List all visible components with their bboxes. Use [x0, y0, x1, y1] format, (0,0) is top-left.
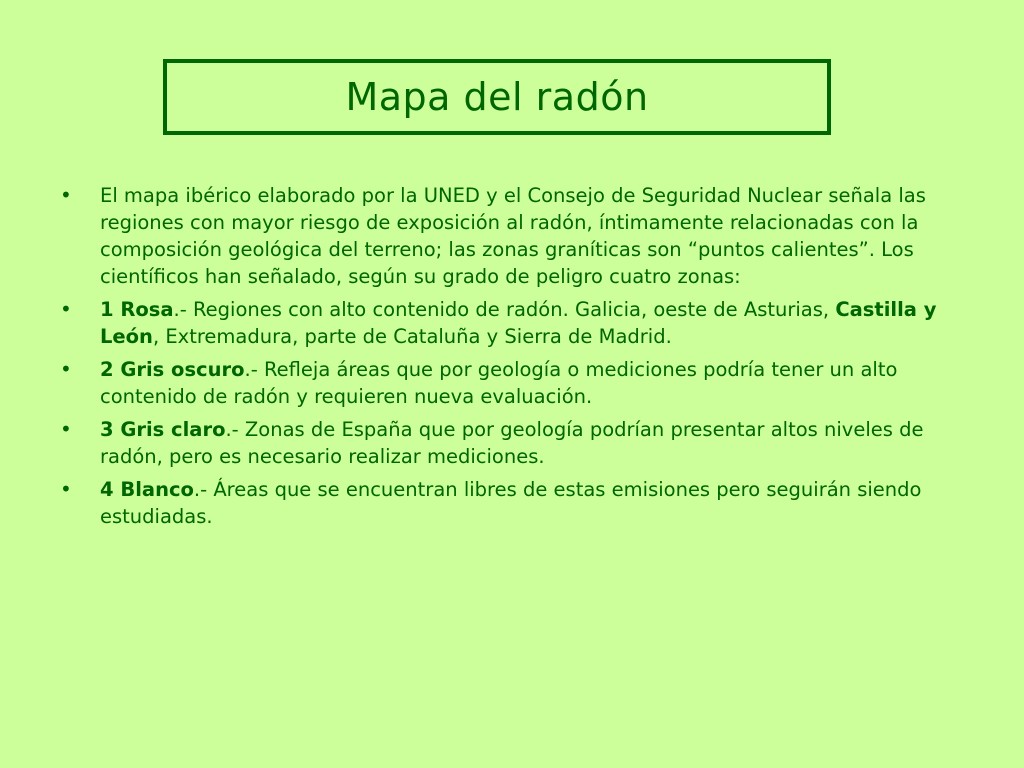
bullet-list [60, 182, 950, 536]
bullet-item-blanco [60, 476, 950, 530]
bullet-dot: • [60, 357, 72, 381]
bullet-item-gris-claro [60, 416, 950, 470]
bullet-text: .- Áreas que se encuentran libres de estas emisiones pero seguirán siendo estudiadas. [100, 478, 922, 528]
bullet-text-continued: , Extremadura, parte de Cataluña y Sierra de Madrid. [152, 325, 672, 348]
bullet-text: .- Refleja áreas que por geología o mediciones podría tener un alto contenido de radón y requieren nueva evaluación. [100, 358, 898, 408]
bullet-dot: • [60, 297, 72, 321]
bullet-text: .- Regiones con alto contenido de radón. Galicia, oeste de Asturias, [173, 298, 836, 321]
zone-label-blanco: 4 Blanco [100, 478, 194, 501]
bullet-text: El mapa ibérico elaborado por la UNED y el Consejo de Seguridad Nuclear señala las regiones con mayor riesgo de exposición al radón, íntimamente relacionadas con la composición geológica del terreno; las zonas graníticas son “puntos calientes”. Los científicos han señalado, según su grado de peligro cuatro zonas: [100, 184, 926, 288]
title-box [163, 59, 831, 135]
bullet-dot: • [60, 417, 72, 441]
bullet-item-gris-oscuro [60, 356, 950, 410]
zone-label-gris-oscuro: 2 Gris oscuro [100, 358, 245, 381]
bullet-item-rosa [60, 296, 950, 350]
bullet-item-intro [60, 182, 950, 290]
bullet-dot: • [60, 183, 72, 207]
bullet-text: .- Zonas de España que por geología podrían presentar altos niveles de radón, pero es necesario realizar mediciones. [100, 418, 924, 468]
slide-title: Mapa del radón [345, 75, 649, 119]
zone-label-rosa: 1 Rosa [100, 298, 174, 321]
zone-label-gris-claro: 3 Gris claro [100, 418, 226, 441]
bullet-dot: • [60, 477, 72, 501]
region-label-castilla: Castilla y León [100, 298, 937, 348]
